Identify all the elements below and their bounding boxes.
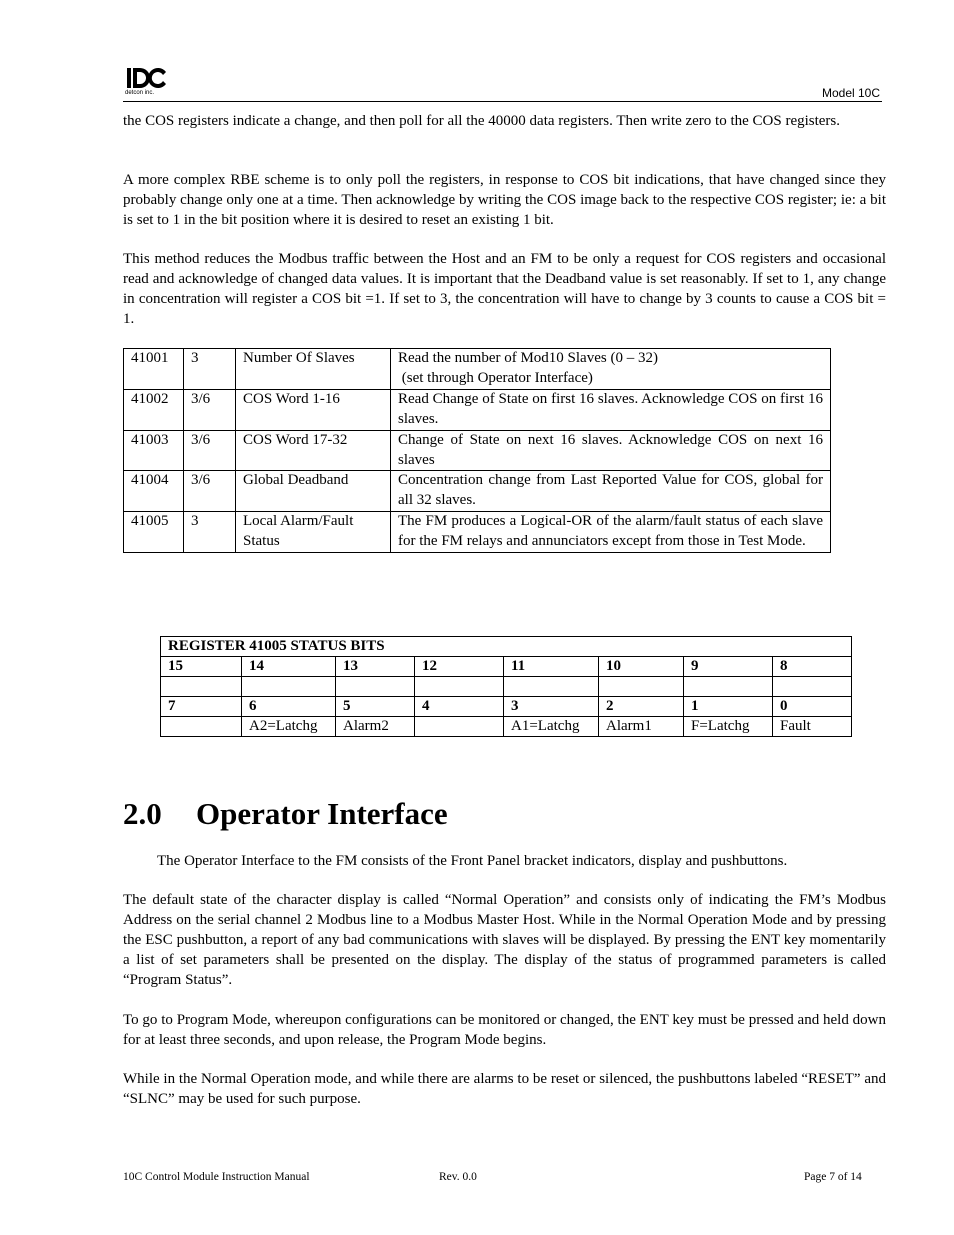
status-bits-table — [160, 636, 852, 737]
bit-number: 11 — [504, 657, 599, 677]
bit-value: F=Latchg — [684, 717, 773, 737]
register-number: 41005 — [124, 512, 184, 553]
table-row — [124, 389, 831, 430]
register-name: Local Alarm/Fault Status — [236, 512, 391, 553]
bit-number: 10 — [599, 657, 684, 677]
bit-number: 5 — [336, 697, 415, 717]
bit-value — [242, 677, 336, 697]
register-table — [123, 348, 831, 553]
footer-revision: Rev. 0.0 — [439, 1171, 477, 1183]
bit-value: A2=Latchg — [242, 717, 336, 737]
bit-number: 9 — [684, 657, 773, 677]
bit-number: 13 — [336, 657, 415, 677]
status-bits-title: REGISTER 41005 STATUS BITS — [161, 637, 852, 657]
paragraph-reset-silence: While in the Normal Operation mode, and while there are alarms to be reset or silenced, the pushbuttons labeled “RESET” and “SLNC” may be used for such purpose. — [123, 1071, 886, 1107]
paragraph-modbus-traffic: This method reduces the Modbus traffic between the Host and an FM to be only a request for COS registers and occasional read and acknowledge of changed data values. It is important that the Deadband value is set reasonably. If set to 1, any change in concentration will register a COS bit =1. If set to 3, the concentration will have to change by 3 counts to cause a COS bit = 1. — [123, 251, 886, 327]
register-number: 41001 — [124, 349, 184, 390]
bit-value — [684, 677, 773, 697]
footer-manual-title: 10C Control Module Instruction Manual — [123, 1171, 310, 1183]
bit-value — [336, 677, 415, 697]
table-row — [124, 430, 831, 471]
paragraph-cos-registers: the COS registers indicate a change, and then poll for all the 40000 data registers. Then write zero to the COS registers. — [123, 113, 841, 129]
paragraph-operator-interface: The Operator Interface to the FM consists of the Front Panel bracket indicators, display and pushbuttons. — [157, 853, 788, 869]
bit-number: 8 — [773, 657, 852, 677]
bit-value: Fault — [773, 717, 852, 737]
section-number: 2.0 — [123, 796, 162, 831]
section-heading — [123, 796, 448, 832]
table-row — [161, 697, 852, 717]
bit-number: 14 — [242, 657, 336, 677]
section-title: Operator Interface — [196, 796, 448, 831]
register-number: 41002 — [124, 389, 184, 430]
table-row — [124, 471, 831, 512]
table-row — [161, 717, 852, 737]
bit-value: Alarm2 — [336, 717, 415, 737]
table-row — [161, 657, 852, 677]
bit-number: 6 — [242, 697, 336, 717]
bit-number: 3 — [504, 697, 599, 717]
register-description: Change of State on next 16 slaves. Acknowledge COS on next 16 slaves — [391, 430, 831, 471]
page-header — [123, 66, 882, 102]
bit-value — [599, 677, 684, 697]
table-row — [124, 349, 831, 390]
bit-number: 7 — [161, 697, 242, 717]
register-number: 41003 — [124, 430, 184, 471]
table-row — [161, 637, 852, 657]
bit-number: 4 — [415, 697, 504, 717]
register-name: Global Deadband — [236, 471, 391, 512]
bit-value — [415, 717, 504, 737]
register-access: 3/6 — [184, 471, 236, 512]
logo-text: detcon inc. — [125, 90, 155, 96]
table-row — [161, 677, 852, 697]
description-line: (set through Operator Interface) — [398, 369, 593, 386]
register-number: 41004 — [124, 471, 184, 512]
register-name: Number Of Slaves — [236, 349, 391, 390]
paragraph-rbe-scheme: A more complex RBE scheme is to only poll the registers, in response to COS bit indications, that have changed since they probably change only one at a time. Then acknowledge by writing the COS image back to the respective COS register; ie: a bit is set to 1 in the bit position where it is desired to reset an existing 1 bit. — [123, 172, 886, 228]
register-access: 3 — [184, 512, 236, 553]
register-description: Concentration change from Last Reported Value for COS, global for all 32 slaves. — [391, 471, 831, 512]
detcon-logo — [125, 66, 169, 100]
bit-value: Alarm1 — [599, 717, 684, 737]
bit-number: 2 — [599, 697, 684, 717]
table-row — [124, 512, 831, 553]
register-access: 3/6 — [184, 389, 236, 430]
paragraph-program-mode: To go to Program Mode, whereupon configurations can be monitored or changed, the ENT key must be pressed and held down for at least three seconds, and upon release, the Program Mode begins. — [123, 1012, 886, 1048]
footer-page-number: Page 7 of 14 — [804, 1171, 862, 1183]
bit-value — [415, 677, 504, 697]
bit-value: A1=Latchg — [504, 717, 599, 737]
bit-number: 1 — [684, 697, 773, 717]
register-description: Read Change of State on first 16 slaves. Acknowledge COS on first 16 slaves. — [391, 389, 831, 430]
register-description: The FM produces a Logical-OR of the alarm/fault status of each slave for the FM relays and annunciators except from those in Test Mode. — [391, 512, 831, 553]
description-line: Read the number of Mod10 Slaves (0 – 32) — [398, 350, 658, 366]
bit-number: 15 — [161, 657, 242, 677]
model-label: Model 10C — [821, 86, 880, 100]
register-description — [391, 349, 831, 390]
bit-value — [504, 677, 599, 697]
bit-number: 12 — [415, 657, 504, 677]
register-access: 3 — [184, 349, 236, 390]
paragraph-normal-operation: The default state of the character display is called “Normal Operation” and consists only of indicating the FM’s Modbus Address on the serial channel 2 Modbus line to a Modbus Master Host. While in the Normal Operation Mode and by pressing the ESC pushbutton, a report of any bad communications with slaves will be displayed. By pressing the ENT key momentarily a list of set parameters shall be presented on the display. The display of the status of programmed parameters is called “Program Status”. — [123, 892, 886, 988]
bit-value — [161, 677, 242, 697]
register-name: COS Word 1-16 — [236, 389, 391, 430]
bit-value — [161, 717, 242, 737]
bit-number: 0 — [773, 697, 852, 717]
register-access: 3/6 — [184, 430, 236, 471]
register-name: COS Word 17-32 — [236, 430, 391, 471]
bit-value — [773, 677, 852, 697]
